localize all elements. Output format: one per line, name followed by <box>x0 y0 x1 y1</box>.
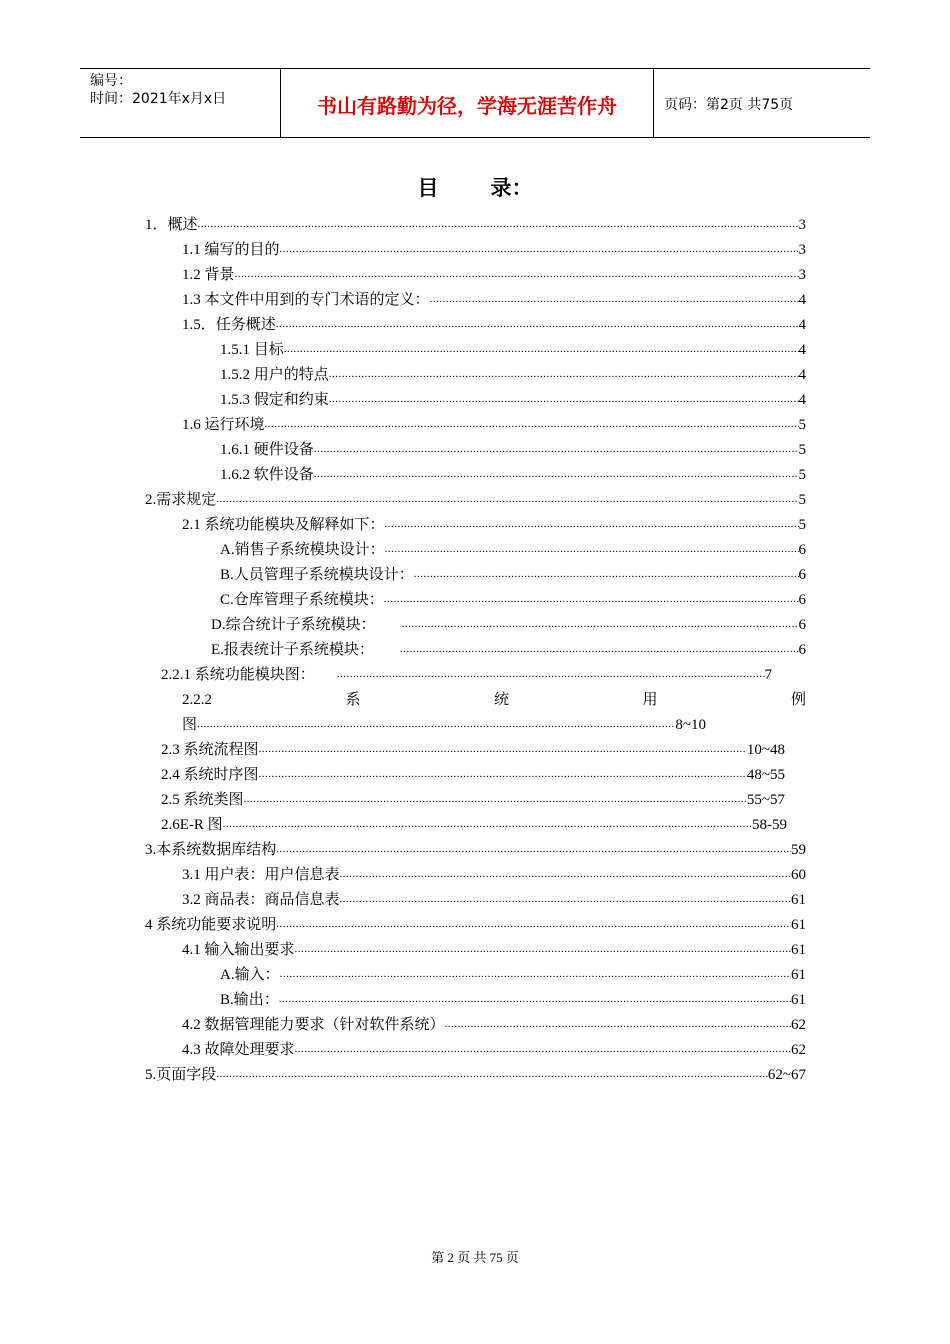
toc-entry[interactable] <box>182 859 806 884</box>
toc-entry[interactable] <box>182 409 806 434</box>
toc-entry-label: 3.2 商品表：商品信息表 <box>182 892 340 908</box>
toc-entry-page: 55~57 <box>746 792 785 808</box>
toc-entry-page: 48~55 <box>746 767 785 783</box>
toc-entry-page: 10~48 <box>746 742 785 758</box>
toc-entry-label: A.输入： <box>220 967 280 983</box>
toc-entry-label: 2.5 系统类图 <box>161 792 244 808</box>
toc-leader <box>223 817 752 831</box>
toc-entry-label: 1．概述 <box>145 217 198 233</box>
toc-entry[interactable] <box>145 1059 806 1084</box>
toc-leader <box>430 292 799 306</box>
toc-entry-page: 4 <box>798 392 806 408</box>
toc-leader <box>329 392 799 406</box>
toc-entry-page: 5 <box>798 442 806 458</box>
toc-entry-page: 61 <box>791 917 806 933</box>
toc-leader <box>259 742 747 756</box>
toc-entry-label: C.仓库管理子系统模块： <box>220 592 384 608</box>
toc-entry-label: 1.3 本文件中用到的专门术语的定义： <box>182 292 430 308</box>
toc-entry-label: 3.本系统数据库结构 <box>145 842 277 858</box>
toc-entry-page: 61 <box>791 992 806 1008</box>
header-page-info: 页码：第2页 共75页 <box>664 97 794 113</box>
toc-entry[interactable] <box>182 234 806 259</box>
toc-entry[interactable] <box>182 884 806 909</box>
toc-leader <box>445 1017 791 1031</box>
toc-entry-page: 4 <box>798 317 806 333</box>
toc-entry-page: 6 <box>798 592 806 608</box>
toc-leader <box>216 1067 768 1081</box>
toc-entry-page: 6 <box>798 642 806 658</box>
toc-leader <box>402 617 799 631</box>
toc-entry[interactable] <box>161 784 785 809</box>
toc-title <box>0 172 950 202</box>
toc-leader <box>284 342 799 356</box>
toc-entry[interactable] <box>211 609 806 634</box>
toc-leader <box>280 242 799 256</box>
toc-leader <box>295 1042 791 1056</box>
toc-entry-label: E.报表统计子系统模块： <box>211 642 374 658</box>
toc-leader <box>259 767 747 781</box>
toc-entry[interactable] <box>220 959 806 984</box>
toc-entry-label: 1.5.1 目标 <box>220 342 284 358</box>
toc-leader <box>384 592 799 606</box>
toc-entry[interactable] <box>182 309 806 334</box>
toc-spread-word: 系 <box>345 692 361 708</box>
toc-entry[interactable] <box>220 384 806 409</box>
toc-entry-page: 62 <box>791 1042 806 1058</box>
toc-entry-page: 61 <box>791 892 806 908</box>
toc-leader <box>198 217 799 231</box>
toc-spread-word: 统 <box>493 692 509 708</box>
toc-entry-page: 62 <box>791 1017 806 1033</box>
toc-entry[interactable] <box>220 334 806 359</box>
toc-entry[interactable] <box>220 584 806 609</box>
toc-entry-label: 1.5．任务概述 <box>182 317 276 333</box>
toc-entry[interactable] <box>220 559 806 584</box>
toc-leader <box>265 417 799 431</box>
toc-entry-label: 5.页面字段 <box>145 1067 217 1083</box>
toc-entry-label: 4.2 数据管理能力要求（针对软件系统） <box>182 1017 445 1033</box>
toc-entry-page: 5 <box>798 417 806 433</box>
page-footer: 第 2 页 共 75 页 <box>431 1250 519 1265</box>
toc-entry-label: A.销售子系统模块设计： <box>220 542 385 558</box>
toc-entry-label: 1.5.3 假定和约束 <box>220 392 329 408</box>
toc-title-part-2: 录： <box>490 176 533 200</box>
toc-entry-label: 2.3 系统流程图 <box>161 742 259 758</box>
toc-entry-label: D.综合统计子系统模块： <box>211 617 376 633</box>
toc-entry-page: 6 <box>798 542 806 558</box>
toc-entry-page: 5 <box>798 492 806 508</box>
toc-entry[interactable] <box>182 284 806 309</box>
toc-entry[interactable] <box>145 909 806 934</box>
toc-entry-label: 4 系统功能要求说明 <box>145 917 277 933</box>
toc-entry-spread[interactable] <box>182 684 806 709</box>
toc-entry-page: 6 <box>798 567 806 583</box>
toc-entry[interactable] <box>220 434 806 459</box>
toc-entry-page: 59 <box>791 842 806 858</box>
toc-entry-label: 3.1 用户表：用户信息表 <box>182 867 340 883</box>
toc-entry[interactable] <box>161 809 787 834</box>
toc-leader <box>276 842 791 856</box>
toc-entry-label: 1.1 编写的目的 <box>182 242 280 258</box>
toc-leader <box>400 642 799 656</box>
toc-leader <box>414 567 799 581</box>
toc-entry[interactable] <box>220 984 806 1009</box>
toc-entry[interactable] <box>161 734 785 759</box>
toc-entry-page: 3 <box>798 217 806 233</box>
toc-entry-page: 61 <box>791 942 806 958</box>
toc-leader <box>295 942 791 956</box>
page-header <box>80 68 870 138</box>
toc-entry-page: 4 <box>798 367 806 383</box>
toc-entry[interactable] <box>182 1009 806 1034</box>
toc-entry-label: B.输出： <box>220 992 279 1008</box>
toc-leader <box>340 892 791 906</box>
toc-entry-page: 4 <box>798 292 806 308</box>
toc-leader <box>280 967 791 981</box>
header-meta <box>80 69 281 137</box>
toc-entry-page: 8~10 <box>675 717 706 733</box>
toc-entry-label: 2.1 系统功能模块及解释如下： <box>182 517 385 533</box>
toc-entry[interactable] <box>161 759 785 784</box>
toc-entry-label: 1.6 运行环境 <box>182 417 265 433</box>
toc-entry[interactable] <box>220 459 806 484</box>
toc-entry-page: 3 <box>798 267 806 283</box>
toc-entry[interactable] <box>182 934 806 959</box>
toc-leader <box>279 992 791 1006</box>
toc-entry-label: 1.6.1 硬件设备 <box>220 442 314 458</box>
toc-entry-label: 1.2 背景 <box>182 267 235 283</box>
toc-entry[interactable] <box>211 634 806 659</box>
toc-entry-label: 4.3 故障处理要求 <box>182 1042 295 1058</box>
toc-entry[interactable] <box>220 534 806 559</box>
toc-entry-page: 6 <box>798 617 806 633</box>
toc-entry-page: 7 <box>764 667 772 683</box>
toc-title-part-1: 目 <box>417 176 439 200</box>
toc-entry-label: 2.6E-R 图 <box>161 817 223 833</box>
toc-spread-word: 例 <box>790 692 806 708</box>
toc-entry-label: 图 <box>182 717 198 733</box>
toc-leader <box>340 867 791 881</box>
toc-entry-page: 3 <box>798 242 806 258</box>
toc-entry[interactable] <box>145 484 806 509</box>
toc-leader <box>235 267 799 281</box>
toc-entry-label: 2.需求规定 <box>145 492 217 508</box>
toc-spread-word: 2.2.2 <box>182 692 212 708</box>
toc-leader <box>314 467 799 481</box>
toc-entry-label: 2.4 系统时序图 <box>161 767 259 783</box>
toc-leader <box>329 367 799 381</box>
toc-leader <box>337 667 765 681</box>
toc-leader <box>276 317 799 331</box>
toc-entry-page: 58-59 <box>752 817 787 833</box>
toc-leader <box>276 917 791 931</box>
header-motto: 书山有路勤为径，学海无涯苦作舟 <box>281 69 654 137</box>
toc-entry-page: 4 <box>798 342 806 358</box>
toc-entry[interactable] <box>182 509 806 534</box>
toc-leader <box>385 517 799 531</box>
toc-entry-page: 62~67 <box>767 1067 806 1083</box>
toc-entry-page: 60 <box>791 867 806 883</box>
toc-entry-label: 2.2.1 系统功能模块图： <box>161 667 315 683</box>
document-time: 时间：2021年x月x日 <box>90 91 227 107</box>
toc-entry-page: 5 <box>798 517 806 533</box>
toc-entry-label: B.人员管理子系统模块设计： <box>220 567 414 583</box>
toc-entry[interactable] <box>161 659 772 684</box>
toc-entry[interactable] <box>182 259 806 284</box>
toc-leader <box>385 542 799 556</box>
toc-entry-label: 1.5.2 用户的特点 <box>220 367 329 383</box>
document-number-label: 编号： <box>90 73 132 89</box>
toc-leader <box>314 442 799 456</box>
toc-entry[interactable] <box>220 359 806 384</box>
toc-spread-word: 用 <box>642 692 658 708</box>
toc-entry[interactable] <box>182 709 706 734</box>
toc-entry-page: 5 <box>798 467 806 483</box>
toc-leader <box>197 717 675 731</box>
toc-entry[interactable] <box>145 209 806 234</box>
toc-entry-page: 61 <box>791 967 806 983</box>
toc-entry-label: 1.6.2 软件设备 <box>220 467 314 483</box>
toc-entry-label: 4.1 输入输出要求 <box>182 942 295 958</box>
toc-leader <box>216 492 798 506</box>
toc-entry[interactable] <box>182 1034 806 1059</box>
toc-entry[interactable] <box>145 834 806 859</box>
toc-leader <box>244 792 747 806</box>
